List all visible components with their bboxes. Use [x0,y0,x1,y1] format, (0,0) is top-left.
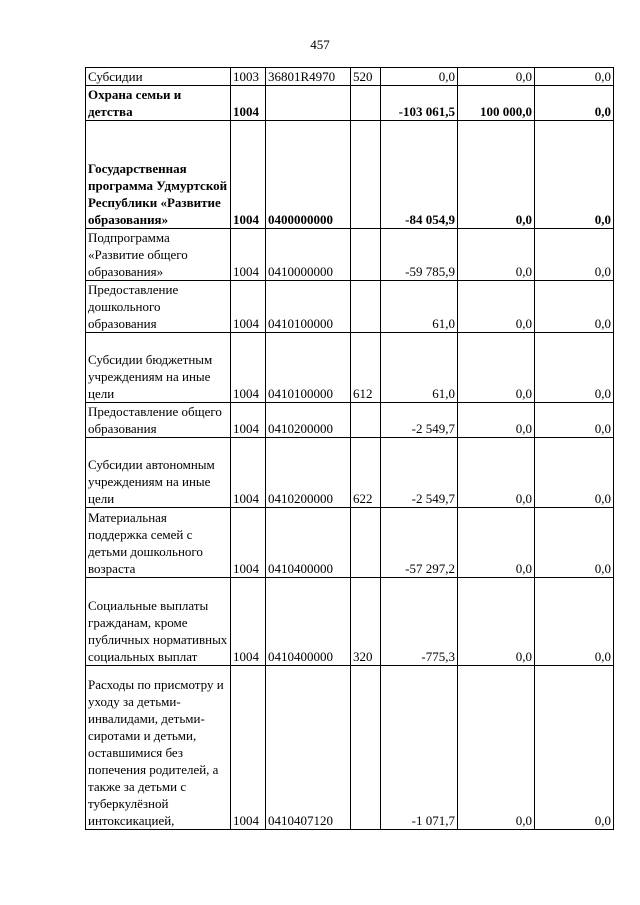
target-code-cell: 0410000000 [266,229,351,281]
amount-2-cell: 0,0 [458,666,535,830]
page-number: 457 [310,37,330,52]
target-code-cell: 0410407120 [266,666,351,830]
amount-2-cell: 0,0 [458,281,535,333]
table-row [86,508,614,578]
row-name-cell: Субсидии [86,68,231,86]
amount-1-cell: 61,0 [381,281,458,333]
row-name-cell: Предоставление дошкольного образования [86,281,231,333]
amount-3-cell: 0,0 [535,229,614,281]
table-row [86,438,614,508]
amount-1-cell: -59 785,9 [381,229,458,281]
amount-2-cell: 0,0 [458,229,535,281]
expense-type-cell: 520 [351,68,381,86]
amount-1-cell: -84 054,9 [381,121,458,229]
row-name-cell: Социальные выплаты гражданам, кроме публичных нормативных социальных выплат [86,578,231,666]
amount-3-cell: 0,0 [535,68,614,86]
amount-1-cell: 0,0 [381,68,458,86]
amount-3-cell: 0,0 [535,281,614,333]
expense-type-cell [351,86,381,121]
table-row [86,666,614,830]
table-body [86,68,614,830]
row-name-cell: Материальная поддержка семей с детьми дошкольного возраста [86,508,231,578]
section-code-cell: 1004 [231,403,266,438]
amount-1-cell: -103 061,5 [381,86,458,121]
row-name-cell: Подпрограмма «Развитие общего образования» [86,229,231,281]
expense-type-cell: 612 [351,333,381,403]
expense-type-cell: 320 [351,578,381,666]
row-name-cell: Субсидии бюджетным учреждениям на иные цели [86,333,231,403]
table-row [86,121,614,229]
section-code-cell: 1004 [231,333,266,403]
amount-1-cell: -775,3 [381,578,458,666]
target-code-cell: 0410400000 [266,578,351,666]
amount-1-cell: -2 549,7 [381,403,458,438]
table-row [86,229,614,281]
amount-3-cell: 0,0 [535,86,614,121]
expense-type-cell: 622 [351,438,381,508]
section-code-cell: 1004 [231,281,266,333]
target-code-cell: 0410100000 [266,333,351,403]
expense-type-cell [351,229,381,281]
table-row [86,281,614,333]
section-code-cell: 1004 [231,229,266,281]
expense-type-cell [351,403,381,438]
section-code-cell: 1004 [231,121,266,229]
expense-type-cell [351,666,381,830]
amount-2-cell: 0,0 [458,508,535,578]
amount-3-cell: 0,0 [535,508,614,578]
row-name-cell: Субсидии автономным учреждениям на иные цели [86,438,231,508]
row-name-cell: Предоставление общего образования [86,403,231,438]
expense-type-cell [351,281,381,333]
table-row [86,86,614,121]
target-code-cell: 0410400000 [266,508,351,578]
expense-type-cell [351,121,381,229]
expense-type-cell [351,508,381,578]
amount-3-cell: 0,0 [535,121,614,229]
amount-3-cell: 0,0 [535,438,614,508]
table-row [86,403,614,438]
target-code-cell [266,86,351,121]
amount-2-cell: 0,0 [458,68,535,86]
target-code-cell: 0410100000 [266,281,351,333]
amount-1-cell: -1 071,7 [381,666,458,830]
table-row [86,578,614,666]
amount-3-cell: 0,0 [535,578,614,666]
amount-2-cell: 0,0 [458,403,535,438]
target-code-cell: 36801R4970 [266,68,351,86]
amount-1-cell: -57 297,2 [381,508,458,578]
target-code-cell: 0410200000 [266,403,351,438]
section-code-cell: 1004 [231,438,266,508]
section-code-cell: 1004 [231,578,266,666]
row-name-cell: Расходы по присмотру и уходу за детьми-инвалидами, детьми-сиротами и детьми, оставшимися без попечения родителей, а также за детьми с туберкулёзной интоксикацией, [86,666,231,830]
amount-3-cell: 0,0 [535,333,614,403]
amount-2-cell: 0,0 [458,578,535,666]
table-row [86,68,614,86]
amount-2-cell: 0,0 [458,121,535,229]
row-name-cell: Государственная программа Удмуртской Республики «Развитие образования» [86,121,231,229]
amount-1-cell: 61,0 [381,333,458,403]
section-code-cell: 1004 [231,508,266,578]
amount-1-cell: -2 549,7 [381,438,458,508]
amount-3-cell: 0,0 [535,666,614,830]
table-row [86,333,614,403]
amount-2-cell: 0,0 [458,333,535,403]
section-code-cell: 1004 [231,666,266,830]
target-code-cell: 0400000000 [266,121,351,229]
section-code-cell: 1003 [231,68,266,86]
row-name-cell: Охрана семьи и детства [86,86,231,121]
target-code-cell: 0410200000 [266,438,351,508]
amount-2-cell: 100 000,0 [458,86,535,121]
budget-table [85,67,614,830]
amount-2-cell: 0,0 [458,438,535,508]
section-code-cell: 1004 [231,86,266,121]
amount-3-cell: 0,0 [535,403,614,438]
